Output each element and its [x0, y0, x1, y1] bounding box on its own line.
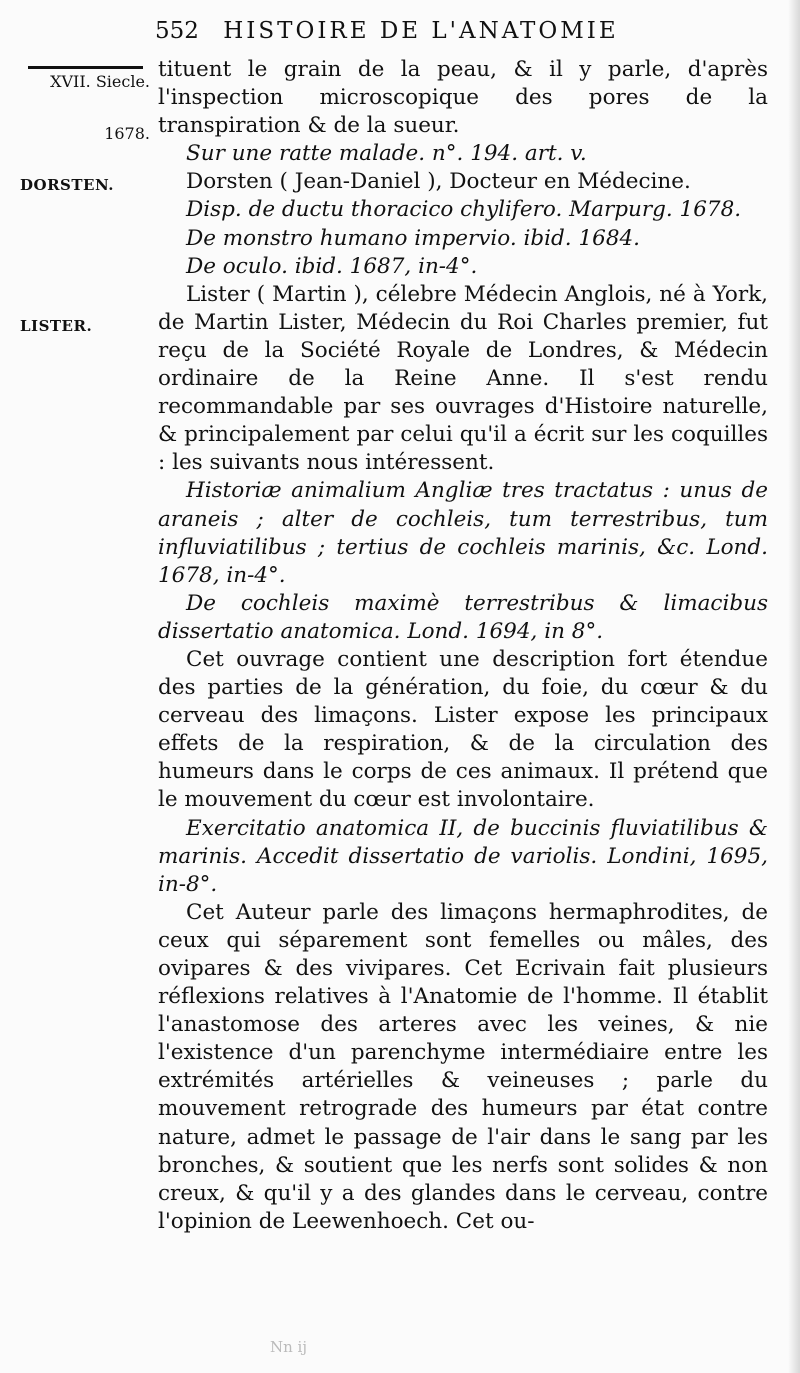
signature-mark: Nn ij — [270, 1338, 308, 1356]
paragraph: Lister ( Martin ), célebre Médecin Anglois, né à York, de Martin Lister, Médecin du Roi Charles premier, fut reçu de la Société Royale de Londres, & Médecin ordinaire de la Reine Anne. Il s'est rendu recommandable par ses ouvrages d'Histoire naturelle, & principalement par celui qu'il a écrit sur les coquilles : les suivants nous intéressent. — [158, 281, 768, 476]
margin-year: 1678. — [104, 124, 150, 143]
paragraph: De cochleis maximè terrestribus & limacibus dissertatio anatomica. Lond. 1694, in 8°. — [158, 590, 768, 644]
paragraph: tituent le grain de la peau, & il y parle, d'après l'inspection microscopique des pores de la transpiration & de la sueur. — [158, 57, 768, 139]
paragraph: Sur une ratte malade. n°. 194. art. v. — [186, 141, 587, 167]
running-head — [155, 18, 675, 44]
margin-dorsten: DORSTEN. — [20, 176, 114, 194]
scan-edge-shadow — [788, 0, 800, 1373]
paragraph: De monstro humano impervio. ibid. 1684. — [186, 225, 641, 251]
page-number: 552 — [155, 18, 199, 44]
running-title: HISTOIRE DE L'ANATOMIE — [223, 18, 619, 44]
paragraph: Historiæ animalium Angliæ tres tractatus : unus de araneis ; alter de cochleis, tum terrestribus, tum influviatilibus ; tertius de cochleis marinis, &c. Lond. 1678, in-4°. — [158, 478, 768, 588]
paragraph: Cet ouvrage contient une description fort étendue des parties de la génération, du foie, du cœur & du cerveau des limaçons. Lister expose les principaux effets de la respiration, & de la circulation des humeurs dans le corps de ces animaux. Il prétend que le mouvement du cœur est involontaire. — [158, 646, 768, 813]
header-rule — [28, 66, 143, 69]
margin-century: XVII. Siecle. — [50, 72, 150, 91]
paragraph: Exercitatio anatomica II, de buccinis fluviatilibus & marinis. Accedit dissertatio de variolis. Londini, 1695, in-8°. — [158, 815, 768, 897]
margin-lister: LISTER. — [20, 317, 93, 335]
paragraph: Disp. de ductu thoracico chylifero. Marpurg. 1678. — [186, 197, 742, 223]
paragraph: De oculo. ibid. 1687, in-4°. — [186, 253, 478, 279]
paragraph: Cet Auteur parle des limaçons hermaphrodites, de ceux qui séparement sont femelles ou mâles, des ovipares & des vivipares. Cet Ecrivain fait plusieurs réflexions relatives à l'Anatomie de l'homme. Il établit l'anastomose des arteres avec les veines, & nie l'existence d'un parenchyme intermédiaire entre les extrémités artérielles & veineuses ; parle du mouvement retrograde des humeurs par état contre nature, admet le passage de l'air dans le sang par les bronches, & soutient que les nerfs sont solides & non creux, & qu'il y a des glandes dans le cerveau, contre l'opinion de Leewenhoech. Cet ou- — [158, 899, 768, 1234]
paragraph: Dorsten ( Jean-Daniel ), Docteur en Médecine. — [186, 169, 691, 195]
main-text — [158, 56, 768, 1236]
